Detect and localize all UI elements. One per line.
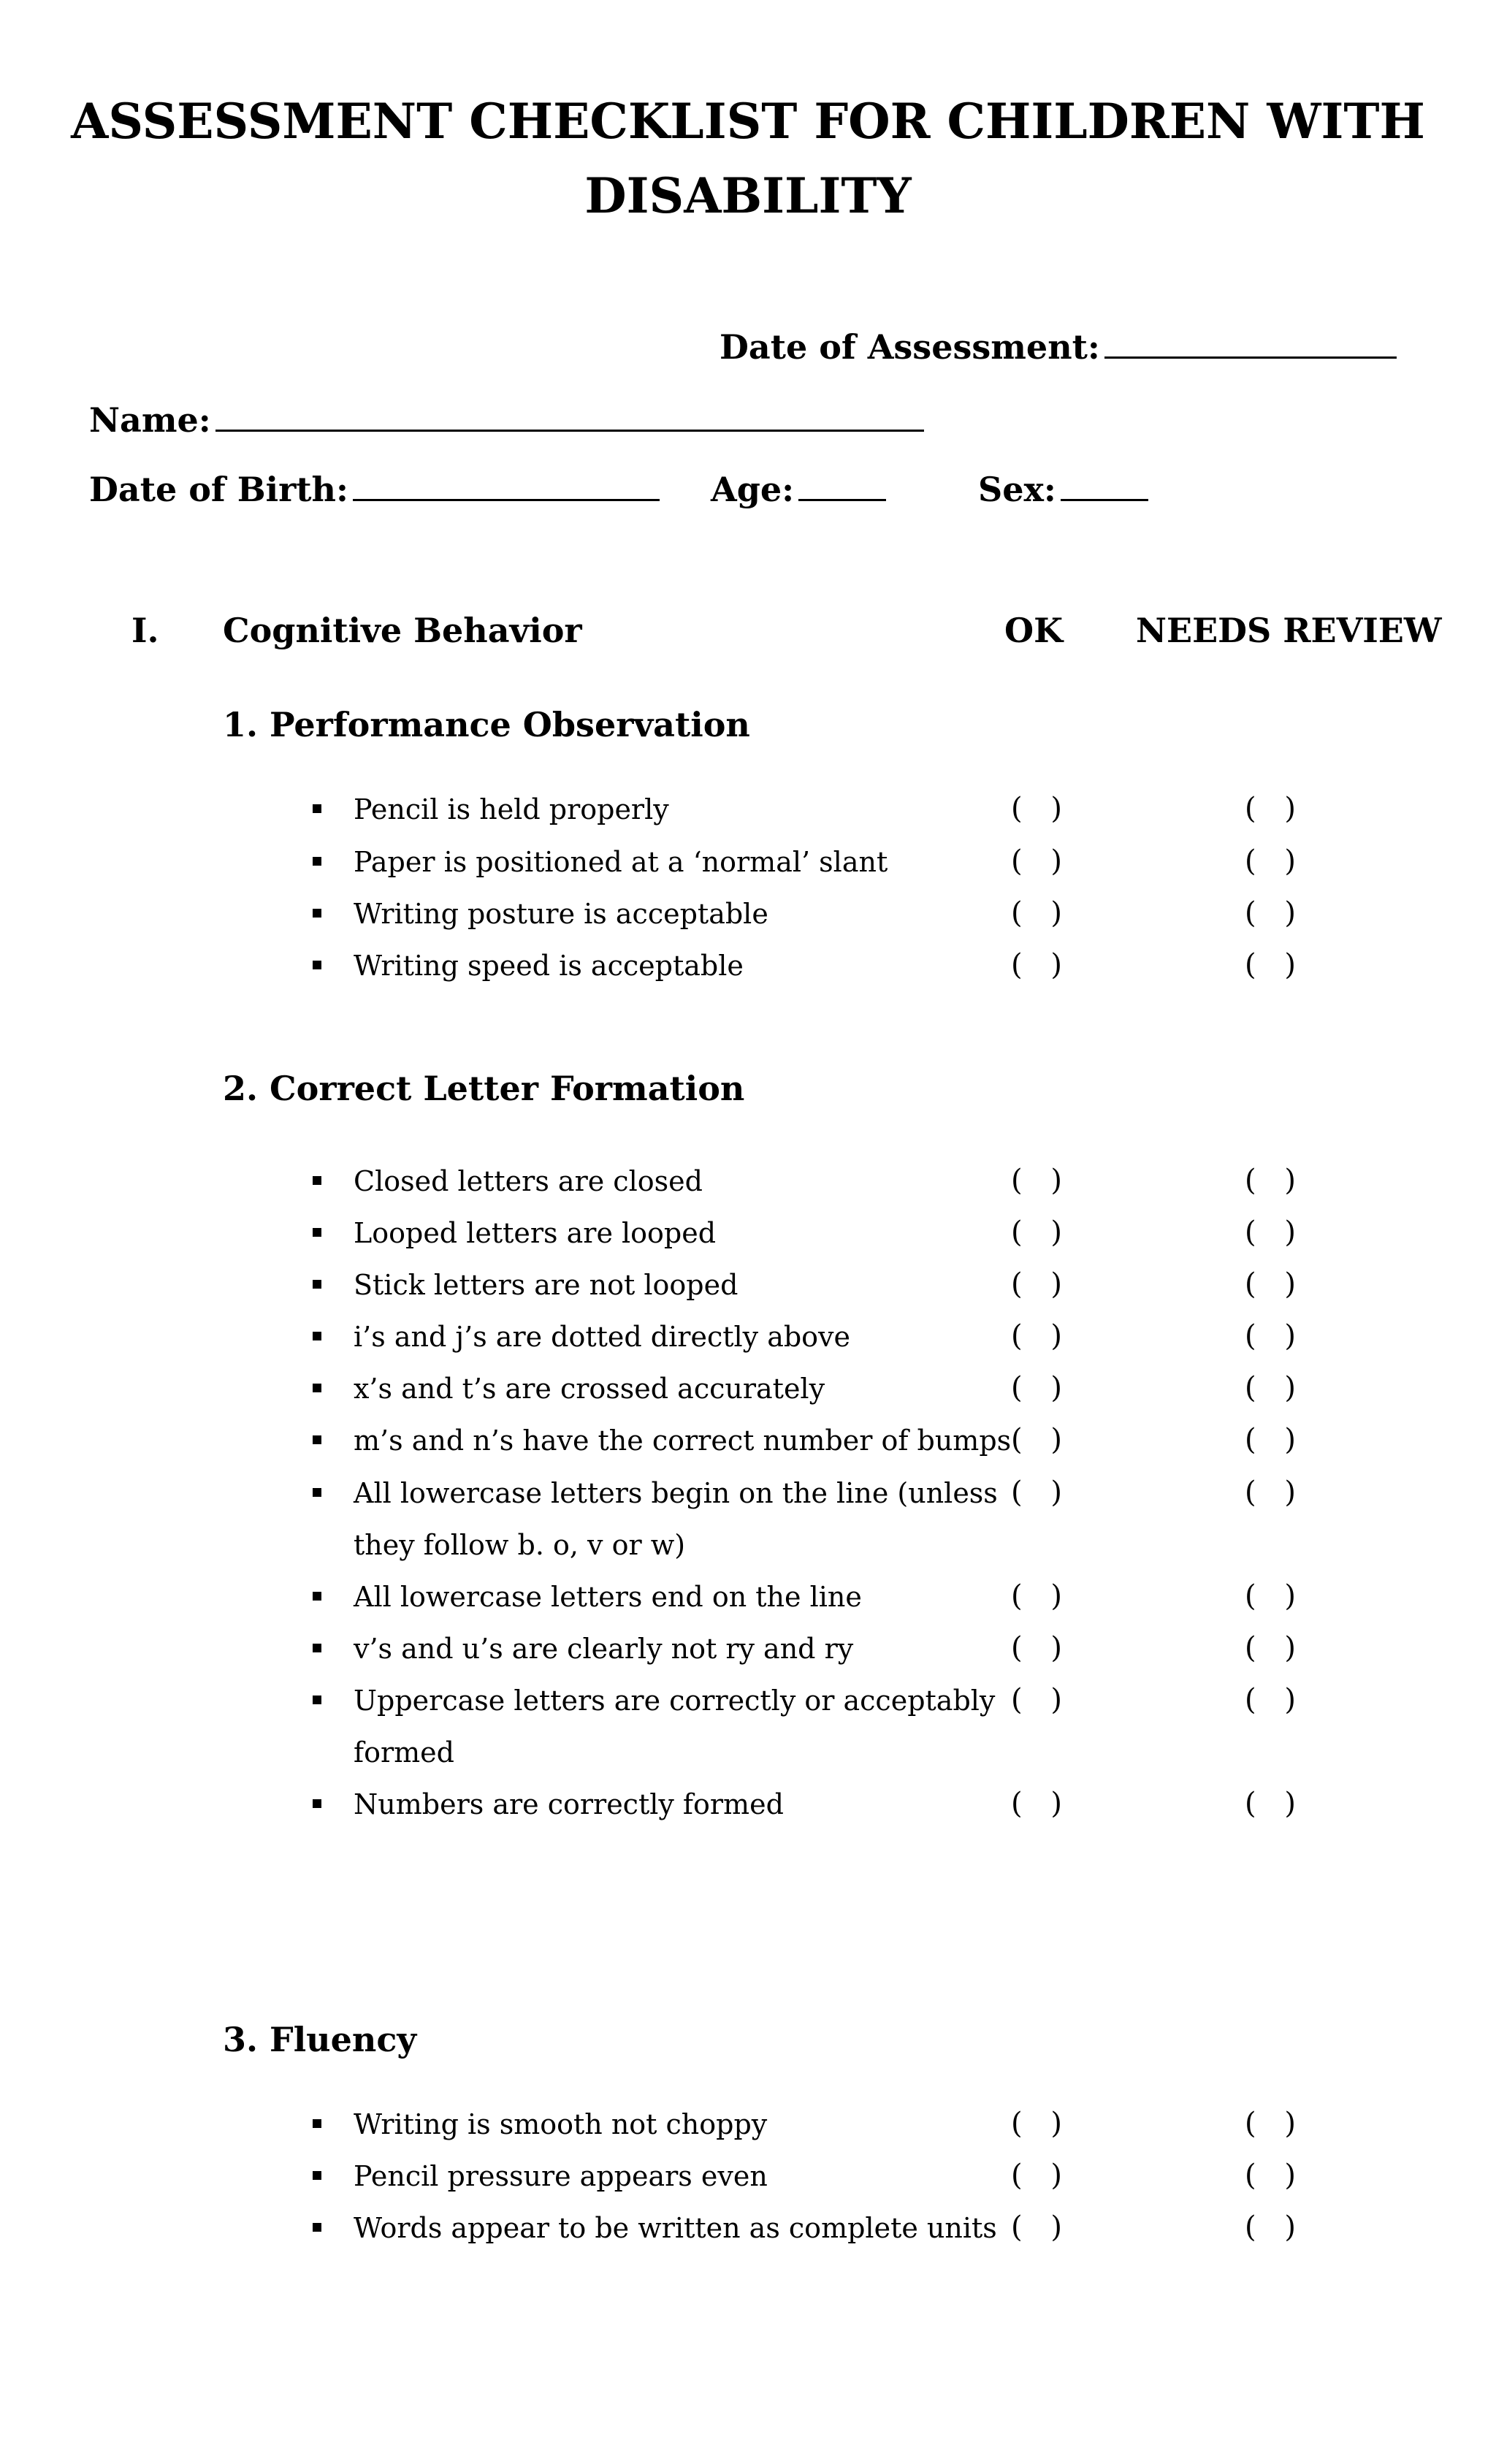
checklist-item-label: Uppercase letters are correctly or acceptably <box>354 1685 996 1717</box>
ok-checkbox[interactable]: ( ) <box>1011 1683 1062 1717</box>
bullet-icon <box>313 909 321 918</box>
checklist-item-label: Writing posture is acceptable <box>354 898 768 930</box>
document-title-line-2: DISABILITY <box>584 167 912 224</box>
bullet-icon <box>313 1332 321 1340</box>
subsection-heading-performance-observation: 1. Performance Observation <box>223 705 750 744</box>
date-of-assessment-blank[interactable] <box>1104 327 1397 359</box>
section-numeral: I. <box>131 611 159 650</box>
needs-review-checkbox[interactable]: ( ) <box>1245 948 1296 982</box>
checklist-item-label: m’s and n’s have the correct number of bumps <box>354 1424 1012 1457</box>
ok-checkbox[interactable]: ( ) <box>1011 1787 1062 1820</box>
sex-blank[interactable] <box>1061 470 1148 501</box>
subsection-heading-fluency: 3. Fluency <box>223 2020 417 2059</box>
bullet-icon <box>313 1799 321 1808</box>
bullet-icon <box>313 961 321 969</box>
needs-review-checkbox[interactable]: ( ) <box>1245 1164 1296 1197</box>
document-title-line-1: ASSESSMENT CHECKLIST FOR CHILDREN WITH <box>71 93 1425 150</box>
date-of-birth-blank[interactable] <box>353 470 660 501</box>
name-label: Name: <box>89 400 211 440</box>
date-of-assessment-field <box>720 327 1397 367</box>
needs-review-checkbox[interactable]: ( ) <box>1245 1579 1296 1613</box>
checklist-item-label: Paper is positioned at a ‘normal’ slant <box>354 846 888 878</box>
checklist-item-label: All lowercase letters begin on the line (unless <box>354 1477 998 1509</box>
bullet-icon <box>313 1384 321 1392</box>
checklist-item-label: Closed letters are closed <box>354 1165 703 1197</box>
ok-checkbox[interactable]: ( ) <box>1011 896 1062 930</box>
bullet-icon <box>313 1592 321 1601</box>
ok-checkbox[interactable]: ( ) <box>1011 1319 1062 1353</box>
checklist-item-continuation: they follow b. o, v or w) <box>354 1529 686 1561</box>
checklist-item-label: Looped letters are looped <box>354 1217 717 1249</box>
ok-checkbox[interactable]: ( ) <box>1011 2107 1062 2140</box>
needs-review-checkbox[interactable]: ( ) <box>1245 1267 1296 1301</box>
ok-checkbox[interactable]: ( ) <box>1011 1423 1062 1457</box>
needs-review-checkbox[interactable]: ( ) <box>1245 844 1296 878</box>
date-of-assessment-label: Date of Assessment: <box>720 327 1100 367</box>
checklist-item-label: Stick letters are not looped <box>354 1269 739 1301</box>
checklist-item-label: Pencil pressure appears even <box>354 2160 768 2192</box>
needs-review-checkbox[interactable]: ( ) <box>1245 1631 1296 1665</box>
checklist-item-label: x’s and t’s are crossed accurately <box>354 1373 825 1405</box>
needs-review-checkbox[interactable]: ( ) <box>1245 1216 1296 1249</box>
age-blank[interactable] <box>798 470 886 501</box>
checklist-item-label: i’s and j’s are dotted directly above <box>354 1321 851 1353</box>
bullet-icon <box>313 1696 321 1704</box>
ok-checkbox[interactable]: ( ) <box>1011 1579 1062 1613</box>
checklist-item-label: Numbers are correctly formed <box>354 1788 784 1820</box>
needs-review-checkbox[interactable]: ( ) <box>1245 1371 1296 1405</box>
name-field <box>89 400 924 440</box>
date-of-birth-label: Date of Birth: <box>89 470 348 509</box>
needs-review-checkbox[interactable]: ( ) <box>1245 1683 1296 1717</box>
bullet-icon <box>313 2119 321 2128</box>
bullet-icon <box>313 1228 321 1237</box>
checklist-item-label: Words appear to be written as complete units <box>354 2212 997 2244</box>
bullet-icon <box>313 1435 321 1444</box>
ok-checkbox[interactable]: ( ) <box>1011 1476 1062 1509</box>
ok-checkbox[interactable]: ( ) <box>1011 2159 1062 2192</box>
needs-review-checkbox[interactable]: ( ) <box>1245 1423 1296 1457</box>
checklist-item-label: Writing is smooth not choppy <box>354 2108 768 2140</box>
ok-checkbox[interactable]: ( ) <box>1011 1631 1062 1665</box>
needs-review-checkbox[interactable]: ( ) <box>1245 2107 1296 2140</box>
ok-checkbox[interactable]: ( ) <box>1011 1371 1062 1405</box>
bullet-icon <box>313 2171 321 2180</box>
needs-review-checkbox[interactable]: ( ) <box>1245 1787 1296 1820</box>
bullet-icon <box>313 1176 321 1185</box>
ok-checkbox[interactable]: ( ) <box>1011 1267 1062 1301</box>
sex-field <box>978 470 1148 509</box>
subsection-heading-correct-letter-formation: 2. Correct Letter Formation <box>223 1069 745 1108</box>
bullet-icon <box>313 857 321 866</box>
ok-checkbox[interactable]: ( ) <box>1011 1164 1062 1197</box>
ok-checkbox[interactable]: ( ) <box>1011 2211 1062 2244</box>
needs-review-checkbox[interactable]: ( ) <box>1245 896 1296 930</box>
checklist-item-label: v’s and u’s are clearly not ry and ry <box>354 1633 854 1665</box>
age-field <box>711 470 886 509</box>
bullet-icon <box>313 1644 321 1652</box>
needs-review-checkbox[interactable]: ( ) <box>1245 792 1296 825</box>
checklist-item-label: Writing speed is acceptable <box>354 950 744 982</box>
ok-checkbox[interactable]: ( ) <box>1011 844 1062 878</box>
date-of-birth-field <box>89 470 660 509</box>
checklist-item-continuation: formed <box>354 1736 454 1769</box>
bullet-icon <box>313 1488 321 1497</box>
needs-review-checkbox[interactable]: ( ) <box>1245 2211 1296 2244</box>
needs-review-checkbox[interactable]: ( ) <box>1245 1476 1296 1509</box>
needs-review-checkbox[interactable]: ( ) <box>1245 1319 1296 1353</box>
needs-review-checkbox[interactable]: ( ) <box>1245 2159 1296 2192</box>
ok-checkbox[interactable]: ( ) <box>1011 948 1062 982</box>
column-header-needs-review: NEEDS REVIEW <box>1136 611 1442 650</box>
bullet-icon <box>313 2223 321 2232</box>
age-label: Age: <box>711 470 795 509</box>
checklist-item-label: All lowercase letters end on the line <box>354 1581 862 1613</box>
checklist-item-label: Pencil is held properly <box>354 793 669 825</box>
ok-checkbox[interactable]: ( ) <box>1011 792 1062 825</box>
section-title: Cognitive Behavior <box>223 611 582 650</box>
bullet-icon <box>313 1280 321 1289</box>
column-header-ok: OK <box>1004 611 1064 650</box>
bullet-icon <box>313 804 321 813</box>
sex-label: Sex: <box>978 470 1056 509</box>
name-blank[interactable] <box>215 400 924 432</box>
ok-checkbox[interactable]: ( ) <box>1011 1216 1062 1249</box>
